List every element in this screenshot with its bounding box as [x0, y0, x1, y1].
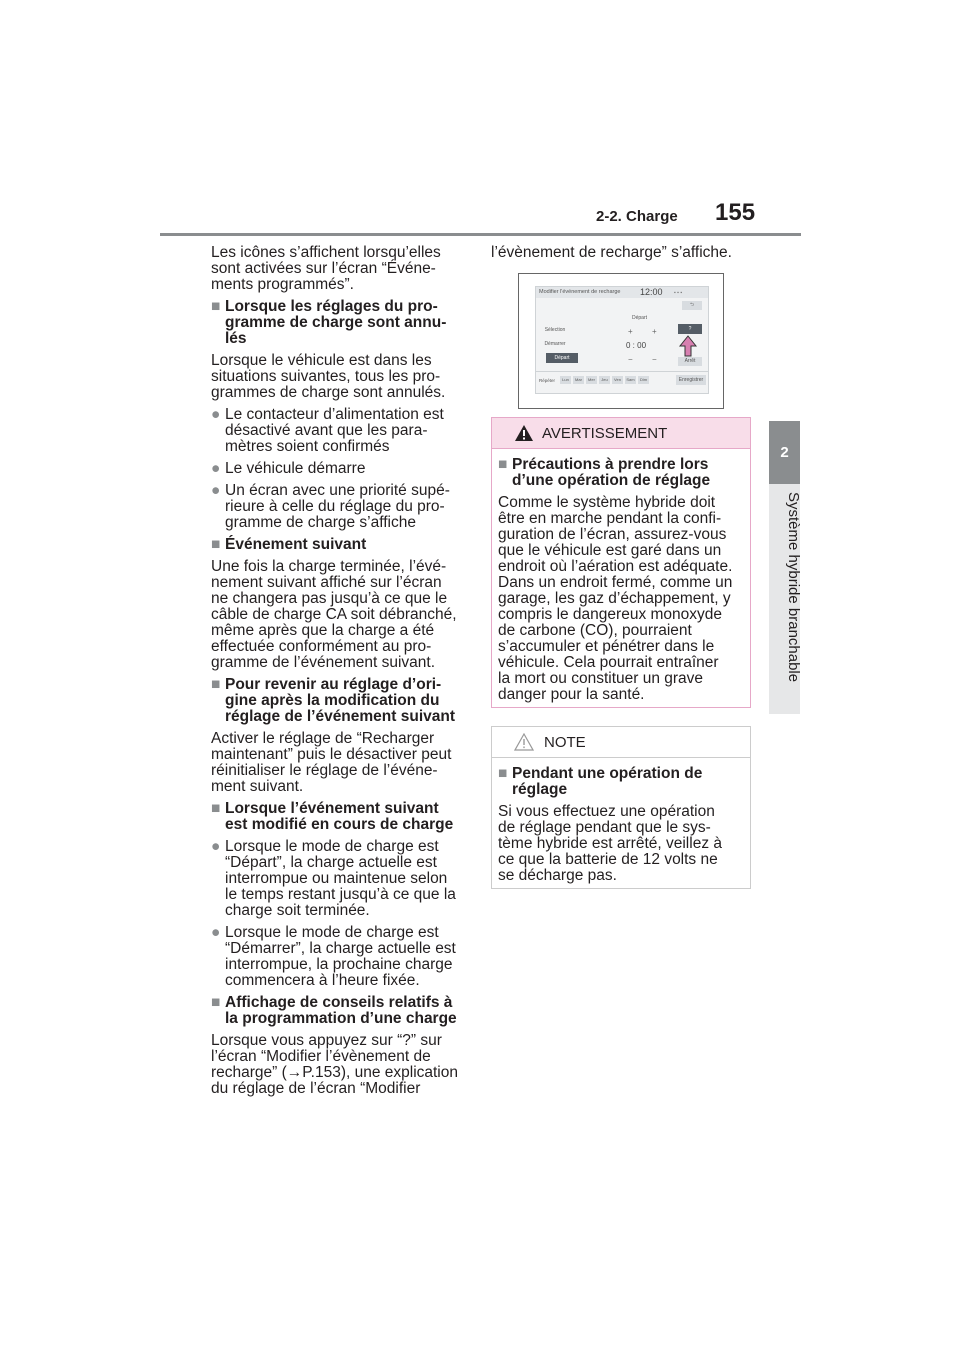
right-column: [491, 245, 751, 267]
round-bullet-icon: ●: [211, 838, 221, 855]
warning-body: [492, 449, 750, 703]
text-line: même après que la charge a été: [211, 622, 435, 639]
text-line: Activer le réglage de “Recharger: [211, 730, 435, 747]
warning-text: [498, 495, 744, 703]
text-line: garage, les gaz d’échappement, y: [498, 590, 731, 607]
text-line: s’accumuler et pénétrer dans le: [498, 638, 715, 655]
text-line: désactivé avant que les para-: [225, 422, 428, 439]
text-line: Affichage de conseils relatifs à: [225, 994, 453, 1011]
help-button[interactable]: ?: [678, 324, 702, 334]
text-line: danger pour la santé.: [498, 686, 645, 703]
text-line: Lorsque vous appuyez sur “?” sur: [211, 1032, 442, 1049]
note-heading: [498, 766, 744, 798]
text-line: se décharge pas.: [498, 867, 617, 884]
text-line: maintenant” puis le désactiver peut: [211, 746, 452, 763]
text-line: guration de l’écran, assurez-vous: [498, 526, 727, 543]
day-button[interactable]: Ven: [612, 376, 623, 384]
square-bullet-icon: ■: [211, 676, 221, 693]
day-button[interactable]: Lun: [560, 376, 571, 384]
screen-title: Modifier l'événement de recharge: [539, 289, 621, 295]
text-line: effectuée conformément au pro-: [211, 638, 432, 655]
minute-minus-icon[interactable]: −: [652, 355, 657, 364]
heading-revert: [211, 677, 466, 725]
save-button[interactable]: Enregistrer: [676, 375, 706, 385]
text-line: ments programmés”.: [211, 276, 354, 293]
text-line: est modifié en cours de charge: [225, 816, 454, 833]
note-header: [492, 727, 750, 758]
text-line: Pour revenir au réglage d’ori-: [225, 676, 442, 693]
paragraph-tips: [211, 1033, 466, 1097]
warning-title: AVERTISSEMENT: [542, 425, 668, 442]
arret-button[interactable]: Arrêt: [678, 357, 702, 366]
section-title: 2-2. Charge: [596, 208, 678, 225]
square-bullet-icon: ■: [498, 765, 508, 782]
text-line: Si vous effectuez une opération: [498, 803, 715, 820]
heading-tips: [211, 995, 466, 1027]
text-line: le temps restant jusqu’à ce que la: [225, 886, 456, 903]
text-line: Lorsque le mode de charge est: [225, 838, 439, 855]
text-line: Pendant une opération de: [512, 765, 703, 782]
text-line: l’écran “Modifier l’évènement de: [211, 1048, 431, 1065]
text-line: Événement suivant: [225, 536, 367, 553]
warning-box: [491, 417, 751, 708]
text-line: Précautions à prendre lors: [512, 456, 709, 473]
day-buttons: [560, 376, 649, 384]
time-display: 0 : 00: [626, 341, 647, 350]
day-button[interactable]: Mar: [573, 376, 584, 384]
text-line: gramme de charge sont annu-: [225, 314, 447, 331]
note-box: [491, 726, 751, 889]
text-line: commencera à l’heure fixée.: [225, 972, 420, 989]
text-line: tème hybride est arrêté, veillez à: [498, 835, 722, 852]
text-line: recharge” (→P.153), une explication: [211, 1064, 458, 1081]
text-line: réglage de l’événement suivant: [225, 708, 456, 725]
hour-plus-icon[interactable]: +: [628, 327, 633, 336]
text-line: véhicule. Cela pourrait entraîner: [498, 654, 719, 671]
page-number: 155: [715, 199, 756, 226]
warning-triangle-icon: [514, 424, 534, 442]
text-line: sont activées sur l’écran “Événe-: [211, 260, 436, 277]
text-line: Dans un endroit fermé, comme un: [498, 574, 733, 591]
day-button[interactable]: Mer: [586, 376, 597, 384]
text-line: de réglage pendant que le sys-: [498, 819, 711, 836]
text-line: Une fois la charge terminée, l’évé-: [211, 558, 447, 575]
chapter-title: Système hybride branchable: [785, 492, 802, 683]
text-line: gramme de charge s’affiche: [225, 514, 416, 531]
screen-divider: [536, 371, 708, 372]
paragraph-next-event: [211, 559, 466, 671]
note-text: [498, 804, 744, 884]
minute-plus-icon[interactable]: +: [652, 327, 657, 336]
warning-header: [492, 418, 750, 449]
text-line: “Départ”, la charge actuelle est: [225, 854, 437, 871]
header-rule: [160, 233, 801, 236]
text-line: la programmation d’une charge: [225, 1010, 457, 1027]
text-line: rieure à celle du réglage du pro-: [225, 498, 445, 515]
text-line: charge soit terminée.: [225, 902, 370, 919]
hour-minus-icon[interactable]: −: [628, 355, 633, 364]
square-bullet-icon: ■: [211, 800, 221, 817]
text-line: Le contacteur d’alimentation est: [225, 406, 444, 423]
text-line: compris le dangereux monoxyde: [498, 606, 723, 623]
text-line: endroit où l’aération est adéquate.: [498, 558, 733, 575]
text-line: situations suivantes, tous les pro-: [211, 368, 441, 385]
text-line: câble de charge CA soit débranché,: [211, 606, 457, 623]
warning-heading: [498, 457, 744, 489]
text-line: Un écran avec une priorité supé-: [225, 482, 450, 499]
text-line: de carbone (CO), pourraient: [498, 622, 692, 639]
day-button[interactable]: Sam: [626, 377, 635, 382]
text-line: Les icônes s’affichent lorsqu’elles: [211, 244, 441, 261]
heading-cancel: [211, 299, 466, 347]
bullet-item: [211, 925, 466, 989]
text-line: lés: [225, 330, 247, 347]
text-line: nement suivant affiché sur l’écran: [211, 574, 442, 591]
text-line: d’une opération de réglage: [512, 472, 711, 489]
square-bullet-icon: ■: [211, 994, 221, 1011]
mode-header: Départ: [632, 315, 648, 321]
text-line: Lorsque l’événement suivant: [225, 800, 439, 817]
bullet-item: [211, 839, 466, 919]
day-button[interactable]: Dim: [639, 377, 648, 382]
chapter-number-tab: 2: [769, 421, 800, 484]
text-line: ne changera pas jusqu’à ce que le: [211, 590, 448, 607]
text-line: que le véhicule est garé dans un: [498, 542, 722, 559]
text-line: la mort ou constituer un grave: [498, 670, 704, 687]
bullet-item: [211, 461, 466, 477]
finger-pointer-icon: [677, 334, 699, 358]
text-line: être en marche pendant la confi-: [498, 510, 722, 527]
square-bullet-icon: ■: [211, 298, 221, 315]
round-bullet-icon: ●: [211, 406, 221, 423]
status-icons: ▪ ▪ ▪: [674, 290, 683, 296]
paragraph-cancel: [211, 353, 466, 401]
text-line: gine après la modification du: [225, 692, 440, 709]
back-button[interactable]: ⮌: [682, 301, 702, 310]
screen-illustration: [518, 273, 724, 409]
note-title: NOTE: [544, 734, 586, 751]
text-line: interrompue, la prochaine charge: [225, 956, 453, 973]
text-line: Lorsque le mode de charge est: [225, 924, 439, 941]
text-line: Lorsque les réglages du pro-: [225, 298, 438, 315]
text-line: du réglage de l’écran “Modifier: [211, 1080, 421, 1097]
day-button[interactable]: Jeu: [599, 376, 610, 384]
intro-text: [211, 245, 466, 293]
text-line: réglage: [512, 781, 568, 798]
round-bullet-icon: ●: [211, 924, 221, 941]
selection-label: Sélection: [544, 327, 566, 333]
left-column: [211, 245, 466, 1103]
continuation-text: [491, 245, 751, 261]
screen-clock: 12:00: [640, 287, 663, 297]
text-line: “Démarrer”, la charge actuelle est: [225, 940, 456, 957]
heading-next-event: [211, 537, 466, 553]
text-line: Le véhicule démarre: [225, 460, 366, 477]
caution-outline-icon: [514, 733, 534, 751]
bullet-item: [211, 407, 466, 455]
note-body: [492, 758, 750, 884]
round-bullet-icon: ●: [211, 482, 221, 499]
round-bullet-icon: ●: [211, 460, 221, 477]
bullet-item: [211, 483, 466, 531]
text-line: Lorsque le véhicule est dans les: [211, 352, 432, 369]
square-bullet-icon: ■: [498, 456, 508, 473]
heading-modified: [211, 801, 466, 833]
square-bullet-icon: ■: [211, 536, 221, 553]
paragraph-revert: [211, 731, 466, 795]
text-line: gramme de l’événement suivant.: [211, 654, 436, 671]
text-line: ce que la batterie de 12 volts ne: [498, 851, 718, 868]
text-line: réinitialiser le réglage de l’événe-: [211, 762, 438, 779]
text-line: mètres soient confirmés: [225, 438, 390, 455]
depart-button[interactable]: Départ: [546, 353, 578, 363]
text-line: Comme le système hybride doit: [498, 494, 716, 511]
screen-title-bar: [536, 287, 708, 298]
repeat-label: Répéter: [539, 378, 556, 383]
text-line: interrompue ou maintenue selon: [225, 870, 448, 887]
text-line: l’évènement de recharge” s’affiche.: [491, 244, 732, 261]
text-line: ment suivant.: [211, 778, 304, 795]
demarrer-button[interactable]: Démarrer: [544, 341, 566, 347]
text-line: grammes de charge sont annulés.: [211, 384, 446, 401]
